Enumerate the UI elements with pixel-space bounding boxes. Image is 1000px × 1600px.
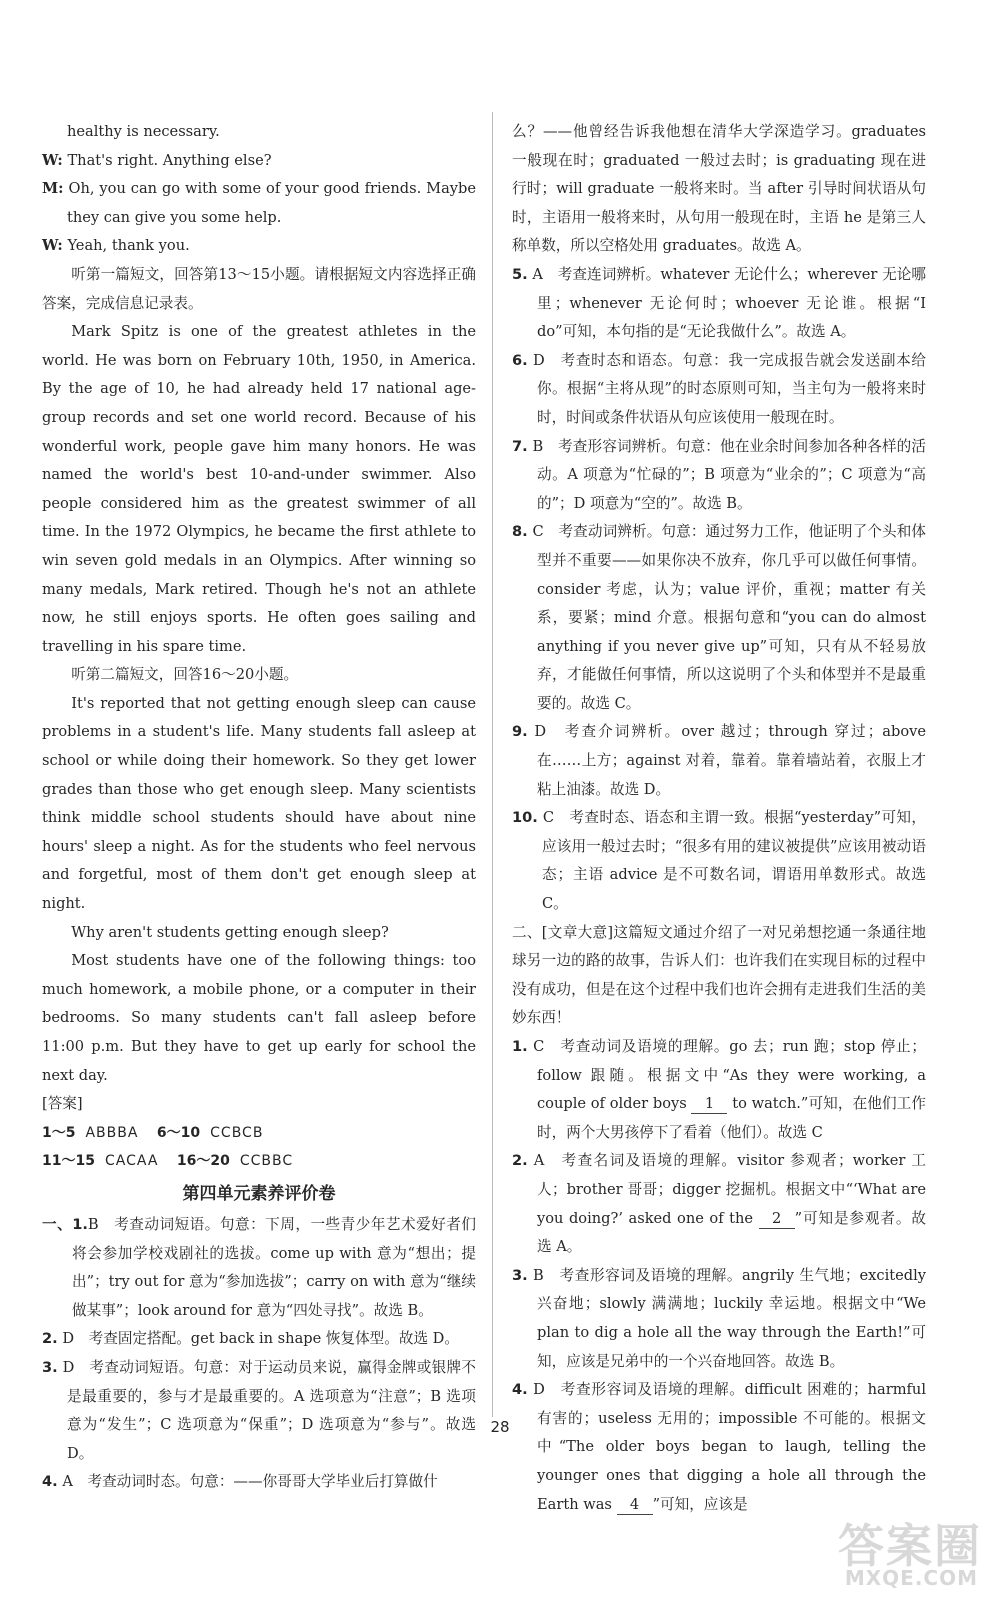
- passage-paragraph: Mark Spitz is one of the greatest athletes in the world. He was born on February 10th, 1950, in America. By the age of 10, he had already held 17 national age-group records and set one world record. Because of his wonderful work, people gave him many honors. He was named the world's best 10-and-under swimmer. Also people considered him as the greatest swimmer of all time. In the 1972 Olympics, he became the first athlete to win seven gold medals in an Olympics. After winning so many medals, Mark retired. Though he's not an athlete now, he still enjoys sports. He often goes sailing and travelling in his spare time.: [42, 323, 476, 655]
- speaker-label: M:: [42, 180, 64, 198]
- answer-row: [42, 1147, 476, 1176]
- answer-range: 16～20: [176, 1153, 230, 1170]
- explanation-item: 5. A 考查连词辨析。whatever 无论什么；wherever 无论哪里；whenever 无论何时；whoever 无论谁。根据“I do”可知，本句指的是“无论我做什么”。故选 A。: [512, 265, 927, 341]
- explanation-item: 3. D 考查动词短语。句意：对于运动员来说，赢得金牌或银牌不是最重要的，参与才是最重要的。A 选项意为“注意”；B 选项意为“发生”；C 选项意为“保重”；D 选项意为“参与”。故选 D。: [42, 1358, 476, 1462]
- explanation-item: 9. D 考查介词辨析。over 越过；through 穿过；above 在……上方；against 对着，靠着。靠着墙站着，衣服上才粘上油漆。故选 D。: [512, 723, 927, 798]
- article-summary: 二、[文章大意]这篇短文通过介绍了一对兄弟想挖通一条通往地球另一边的路的故事，告诉人们：也许我们在实现目标的过程中没有成功，但是在这个过程中我们也许会拥有走进我们生活的美妙东西！: [512, 923, 926, 1027]
- passage-paragraph: Most students have one of the following things: too much homework, a mobile phone, or a computer in their bedrooms. So many students can't fall asleep before 11:00 p.m. But they have to get up early for school the next day.: [42, 952, 476, 1084]
- explanation-item: 4. D 考查形容词及语境的理解。difficult 困难的；harmful 有害的；useless 无用的；impossible 不可能的。根据文中“The older boys began to laugh, telling the younger ones that digging a hole all through the Earth was 4 ”可知，应该是: [512, 1381, 926, 1513]
- explanation-item: 2. A 考查名词及语境的理解。visitor 参观者；worker 工人；brother 哥哥；digger 挖掘机。根据文中“‘What are you doing?’ asked one of the 2 ”可知是参观者。故选 A。: [512, 1152, 927, 1256]
- passage-paragraph: Why aren't students getting enough sleep?: [71, 923, 389, 941]
- page-number: 28: [490, 1418, 510, 1436]
- explanation-item: 一、1.B 考查动词短语。句意：下周，一些青少年艺术爱好者们将会参加学校戏剧社的选拔。come up with 意为“想出；提出”；try out for 意为“参加选拔”；carry on with 意为“继续做某事”；look around for 意为“四处寻找”。故选 B。: [42, 1215, 476, 1319]
- explanation-item: 4. A 考查动词时态。句意：——你哥哥大学毕业后打算做什: [42, 1473, 438, 1491]
- answer-label: [答案]: [42, 1095, 83, 1113]
- answer-values: CCBCB: [210, 1124, 264, 1141]
- explanation-item: 6. D 考查时态和语态。句意：我一完成报告就会发送副本给你。根据“主将从现”的时态原则可知，当主句为一般将来时时，时间或条件状语从句应该使用一般现在时。: [512, 351, 927, 426]
- continued-explanation: 么？——他曾经告诉我他想在清华大学深造学习。graduates 一般现在时；graduated 一般过去时；is graduating 现在进行时；will graduate 一般将来时。当 after 引导时间状语从句时，主语用一般将来时，从句用一般现在时，主语 he 是第三人称单数，所以空格处用 graduates。故选 A。: [512, 123, 926, 255]
- blank-number: 4: [617, 1496, 653, 1515]
- blank-number: 2: [759, 1210, 795, 1229]
- answer-values: CCBBC: [239, 1153, 294, 1170]
- explanation-item: 7. B 考查形容词辨析。句意：他在业余时间参加各种各样的活动。A 项意为“忙碌的”；B 项意为“业余的”；C 项意为“高的”；D 项意为“空的”。故选 B。: [512, 437, 927, 512]
- answer-range: 11～15: [42, 1153, 95, 1170]
- answer-values: CACAA: [104, 1153, 159, 1170]
- continued-line: healthy is necessary.: [67, 123, 220, 140]
- listening-instruction: 听第一篇短文，回答第13～15小题。请根据短文内容选择正确答案，完成信息记录表。: [42, 265, 476, 312]
- answer-range: 1～5: [42, 1124, 76, 1141]
- blank-number: 1: [691, 1095, 727, 1114]
- watermark-url: MXQE.COM: [844, 1566, 978, 1590]
- dialogue-line: W: That's right. Anything else?: [42, 151, 272, 169]
- passage-paragraph: It's reported that not getting enough sleep can cause problems in a student's life. Many students fall asleep at school or while doing their homework. So they get lower grades than those who get enough sleep. Many scientists think middle school students should have about nine hours' sleep a night. As for the students who feel nervous and forgetful, most of them don't get enough sleep at night.: [42, 694, 476, 913]
- left-column: [42, 118, 476, 1497]
- listening-instruction: 听第二篇短文，回答16～20小题。: [71, 666, 299, 684]
- explanation-item: 3. B 考查形容词及语境的理解。angrily 生气地；excitedly 兴奋地；slowly 满满地；luckily 幸运地。根据文中“We plan to dig a hole all the way through the Earth!”可知，应该是兄弟中的一个兴奋地回答。故选 B。: [512, 1266, 927, 1370]
- explanation-item: 1. C 考查动词及语境的理解。go 去；run 跑；stop 停止；follow 跟随。根据文中“As they were working, a couple of older boys 1 to watch.”可知，在他们工作时，两个大男孩停下了看着（他们）。故选 C: [512, 1038, 926, 1141]
- answer-range: 6～10: [156, 1124, 201, 1141]
- explanation-item: 10. C 考查时态、语态和主谓一致。根据“yesterday”可知，应该用一般过去时；“很多有用的建议被提供”应该用被动语态；主语 advice 是不可数名词，谓语用单数形式。故选 C。: [512, 809, 927, 913]
- watermark-logo: [786, 1510, 986, 1590]
- answer-row: [42, 1119, 476, 1148]
- speaker-label: W:: [42, 237, 63, 255]
- answer-values: ABBBA: [85, 1124, 139, 1141]
- explanation-item: 8. C 考查动词辨析。句意：通过努力工作，他证明了个头和体型并不重要——如果你决不放弃，你几乎可以做任何事情。consider 考虑，认为；value 评价，重视；matter 有关系，要紧；mind 介意。根据句意和“you can do almost anything if you never give up”可知，只有从不轻易放弃，才能做任何事情，所以这说明了个头和体型并不是最重要的。故选 C。: [512, 523, 927, 712]
- dialogue-line: W: Yeah, thank you.: [42, 237, 190, 255]
- watermark-text: 答案圈: [838, 1519, 982, 1573]
- explanation-item: 2. D 考查固定搭配。get back in shape 恢复体型。故选 D。: [42, 1330, 459, 1348]
- right-column: [512, 118, 926, 1519]
- speaker-label: W:: [42, 151, 63, 169]
- section-title: 第四单元素养评价卷: [182, 1183, 336, 1204]
- column-divider: [492, 112, 493, 1417]
- dialogue-line: M: Oh, you can go with some of your good friends. Maybe they can give you some help.: [42, 180, 477, 226]
